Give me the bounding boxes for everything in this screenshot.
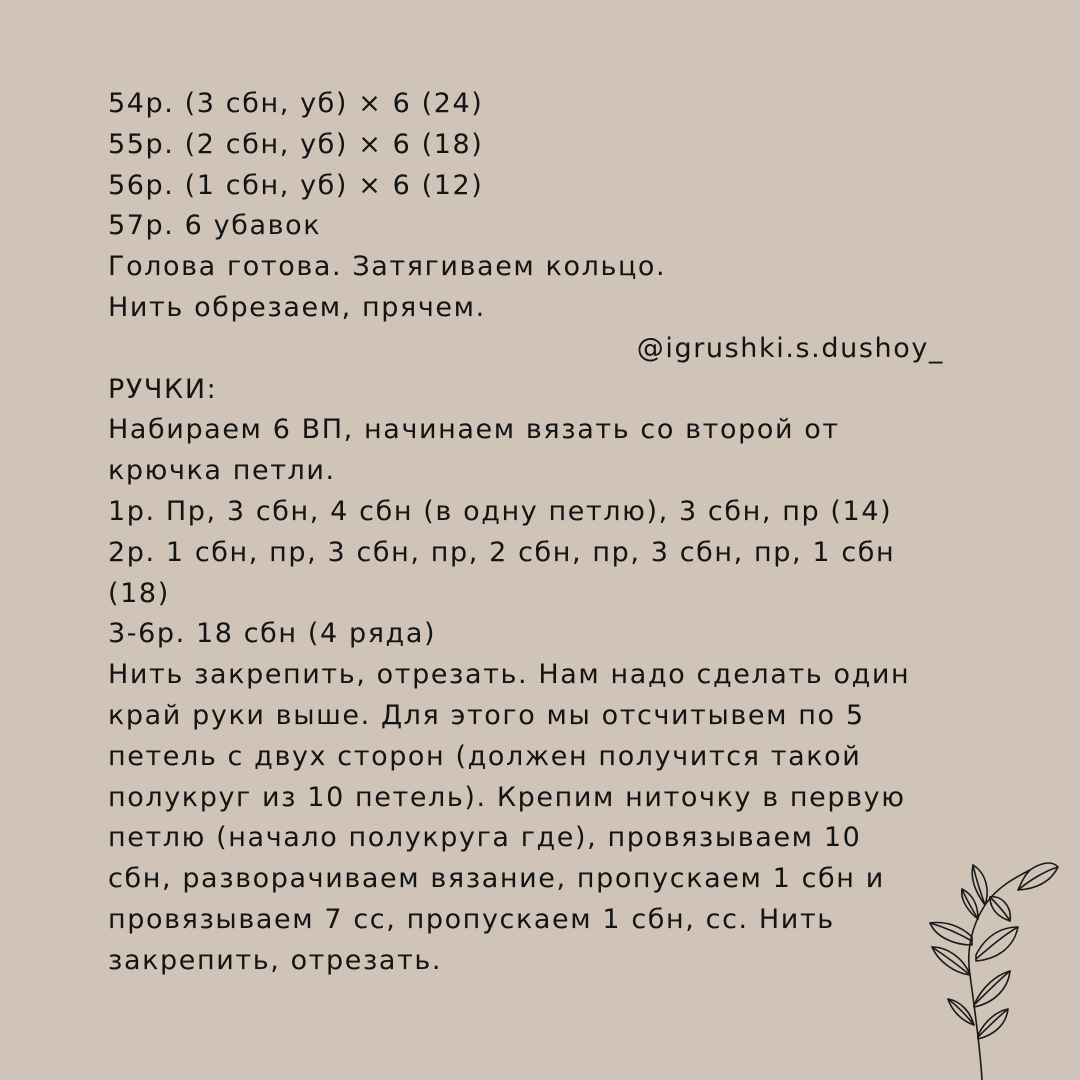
- author-handle: @igrushki.s.dushoy_: [636, 332, 944, 364]
- text-line: закрепить, отрезать.: [108, 944, 443, 976]
- text-line: 3-6р. 18 сбн (4 ряда): [108, 618, 437, 650]
- text-line: 57р. 6 убавок: [108, 210, 322, 242]
- section-heading: РУЧКИ:: [108, 373, 218, 405]
- text-line: 54р. (3 сбн, уб) × 6 (24): [108, 88, 484, 119]
- text-line: Голова готова. Затягиваем кольцо.: [108, 251, 667, 283]
- text-line: Нить закрепить, отрезать. Нам надо сделать один: [108, 659, 911, 691]
- text-line: крючка петли.: [108, 455, 336, 487]
- text-line: сбн, разворачиваем вязание, пропускаем 1 сбн и: [108, 863, 885, 895]
- pattern-text: [108, 84, 944, 982]
- text-line: 2р. 1 сбн, пр, 3 сбн, пр, 2 сбн, пр, 3 сбн, пр, 1 сбн: [108, 536, 896, 568]
- text-line: петель с двух сторон (должен получится такой: [108, 740, 862, 772]
- text-line: полукруг из 10 петель). Крепим ниточку в первую: [108, 781, 906, 813]
- text-line: провязываем 7 сс, пропускаем 1 сбн, сс. Нить: [108, 903, 835, 935]
- text-line: 55р. (2 сбн, уб) × 6 (18): [108, 128, 484, 160]
- text-line: Набираем 6 ВП, начинаем вязать со второй от: [108, 414, 840, 446]
- text-line: край руки выше. Для этого мы отсчитывем по 5: [108, 699, 865, 731]
- text-line: Нить обрезаем, прячем.: [108, 291, 486, 323]
- text-line: 56р. (1 сбн, уб) × 6 (12): [108, 169, 484, 201]
- text-line: (18): [108, 577, 170, 609]
- text-line: петлю (начало полукруга где), провязываем 10: [108, 822, 862, 854]
- text-line: 1р. Пр, 3 сбн, 4 сбн (в одну петлю), 3 сбн, пр (14): [108, 495, 893, 527]
- leaf-branch-icon: [890, 855, 1080, 1080]
